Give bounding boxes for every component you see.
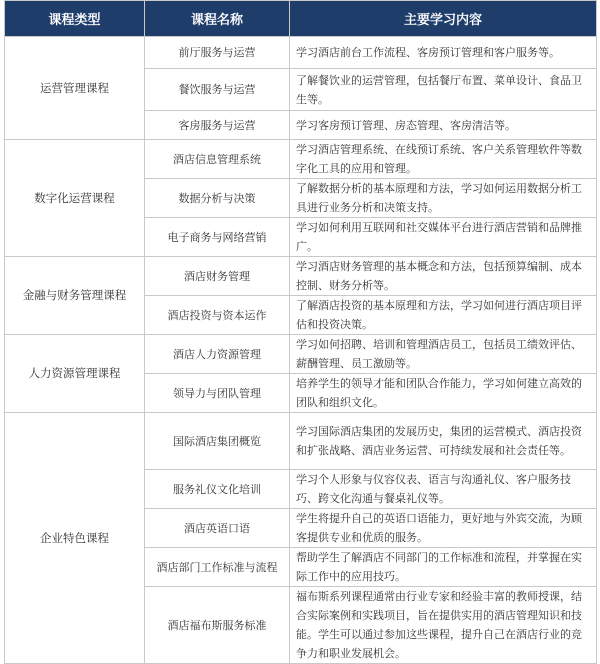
course-name-cell: 酒店人力资源管理 <box>145 335 290 374</box>
course-content-cell: 福布斯系列课程通常由行业专家和经验丰富的教师授课，结合实际案例和实践项目，旨在提供实用的酒店管理知识和技能。学生可以通过参加这些课程，提升自己在酒店行业的竞争力和职业发展机会。 <box>290 587 597 664</box>
course-content-cell: 了解餐饮业的运营管理，包括餐厅布置、菜单设计、食品卫生等。 <box>290 69 597 111</box>
table-row <box>5 257 597 296</box>
course-content-cell: 学习个人形象与仪容仪表、语言与沟通礼仪、客户服务技巧、跨文化沟通与餐桌礼仪等。 <box>290 470 597 509</box>
header-course-name: 课程名称 <box>145 1 290 37</box>
course-content-cell: 帮助学生了解酒店不同部门的工作标准和流程，并掌握在实际工作中的应用技巧。 <box>290 548 597 587</box>
curriculum-table <box>4 0 597 664</box>
course-type-cell: 人力资源管理课程 <box>5 335 145 413</box>
header-main-content: 主要学习内容 <box>290 1 597 37</box>
course-name-cell: 酒店信息管理系统 <box>145 140 290 179</box>
course-name-cell: 客房服务与运营 <box>145 111 290 140</box>
course-name-cell: 酒店财务管理 <box>145 257 290 296</box>
course-name-cell: 酒店投资与资本运作 <box>145 296 290 335</box>
course-content-cell: 学习酒店管理系统、在线预订系统、客户关系管理软件等数字化工具的应用和管理。 <box>290 140 597 179</box>
course-name-cell: 酒店英语口语 <box>145 509 290 548</box>
course-content-cell: 学习如何招聘、培训和管理酒店员工，包括员工绩效评估、薪酬管理、员工激励等。 <box>290 335 597 374</box>
course-content-cell: 学习酒店财务管理的基本概念和方法，包括预算编制、成本控制、财务分析等。 <box>290 257 597 296</box>
course-name-cell: 服务礼仪文化培训 <box>145 470 290 509</box>
course-content-cell: 了解酒店投资的基本原理和方法，学习如何进行酒店项目评估和投资决策。 <box>290 296 597 335</box>
course-name-cell: 领导力与团队管理 <box>145 374 290 413</box>
header-course-type: 课程类型 <box>5 1 145 37</box>
course-content-cell: 学习如何利用互联网和社交媒体平台进行酒店营销和品牌推广。 <box>290 218 597 257</box>
course-name-cell: 电子商务与网络营销 <box>145 218 290 257</box>
table-header <box>5 1 597 37</box>
course-content-cell: 学习国际酒店集团的发展历史，集团的运营模式、酒店投资和扩张战略、酒店业务运营、可持续发展和社会责任等。 <box>290 413 597 470</box>
course-type-cell: 运营管理课程 <box>5 37 145 140</box>
course-content-cell: 培养学生的领导才能和团队合作能力，学习如何建立高效的团队和组织文化。 <box>290 374 597 413</box>
course-content-cell: 了解数据分析的基本原理和方法，学习如何运用数据分析工具进行业务分析和决策支持。 <box>290 179 597 218</box>
table-row <box>5 140 597 179</box>
course-name-cell: 国际酒店集团概览 <box>145 413 290 470</box>
course-type-cell: 数字化运营课程 <box>5 140 145 257</box>
course-name-cell: 餐饮服务与运营 <box>145 69 290 111</box>
course-content-cell: 学习客房预订管理、房态管理、客房清洁等。 <box>290 111 597 140</box>
course-content-cell: 学习酒店前台工作流程、客房预订管理和客户服务等。 <box>290 37 597 69</box>
table-row <box>5 37 597 69</box>
course-content-cell: 学生将提升自己的英语口语能力，更好地与外宾交流，为顾客提供专业和优质的服务。 <box>290 509 597 548</box>
table-body <box>5 37 597 664</box>
table-row <box>5 335 597 374</box>
course-type-cell: 企业特色课程 <box>5 413 145 664</box>
course-name-cell: 酒店福布斯服务标准 <box>145 587 290 664</box>
course-name-cell: 数据分析与决策 <box>145 179 290 218</box>
header-row <box>5 1 597 37</box>
table-row <box>5 413 597 470</box>
course-type-cell: 金融与财务管理课程 <box>5 257 145 335</box>
course-name-cell: 酒店部门工作标准与流程 <box>145 548 290 587</box>
course-name-cell: 前厅服务与运营 <box>145 37 290 69</box>
